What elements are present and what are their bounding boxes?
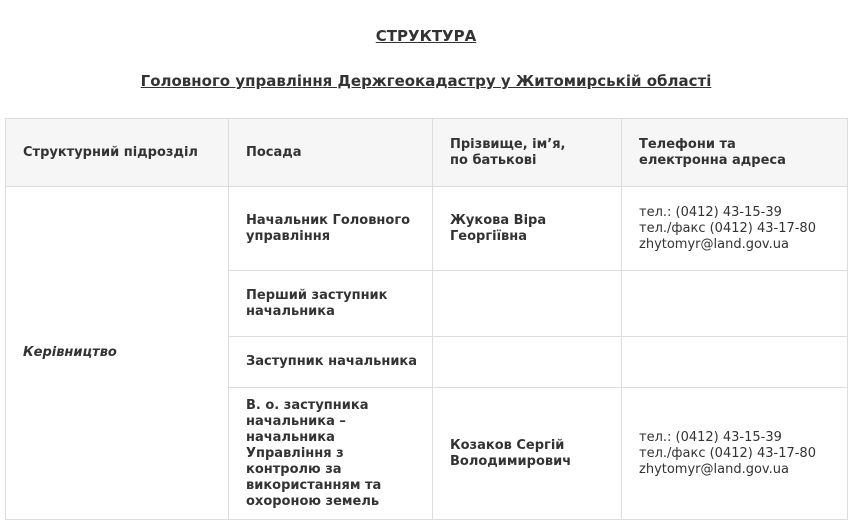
contact-cell: тел.: (0412) 43-15-39 тел./факс (0412) 43-17-80 zhytomyr@land.gov.ua	[622, 388, 848, 520]
name-cell	[433, 337, 622, 388]
header-position: Посада	[229, 119, 433, 187]
header-unit: Структурний підрозділ	[6, 119, 229, 187]
page-subtitle: Головного управління Держгеокадастру у Житомирській області	[140, 72, 712, 90]
name-cell	[433, 271, 622, 337]
header-name: Прізвище, ім’я, по батькові	[433, 119, 622, 187]
position-cell: Заступник начальника	[229, 337, 433, 388]
contact-cell	[622, 337, 848, 388]
table-header-row	[6, 119, 848, 187]
table-row	[6, 187, 848, 271]
page-title: СТРУКТУРА	[375, 27, 477, 45]
unit-cell: Керівництво	[6, 187, 229, 520]
header-contacts: Телефони та електронна адреса	[622, 119, 848, 187]
position-cell: В. о. заступника начальника – начальника Управління з контролю за використанням та охороною земель	[229, 388, 433, 520]
position-cell: Перший заступник начальника	[229, 271, 433, 337]
contact-cell	[622, 271, 848, 337]
name-cell: Жукова Віра Георгіївна	[433, 187, 622, 271]
contact-cell: тел.: (0412) 43-15-39 тел./факс (0412) 43-17-80 zhytomyr@land.gov.ua	[622, 187, 848, 271]
name-cell: Козаков Сергій Володимирович	[433, 388, 622, 520]
position-cell: Начальник Головного управління	[229, 187, 433, 271]
structure-table	[5, 118, 848, 520]
